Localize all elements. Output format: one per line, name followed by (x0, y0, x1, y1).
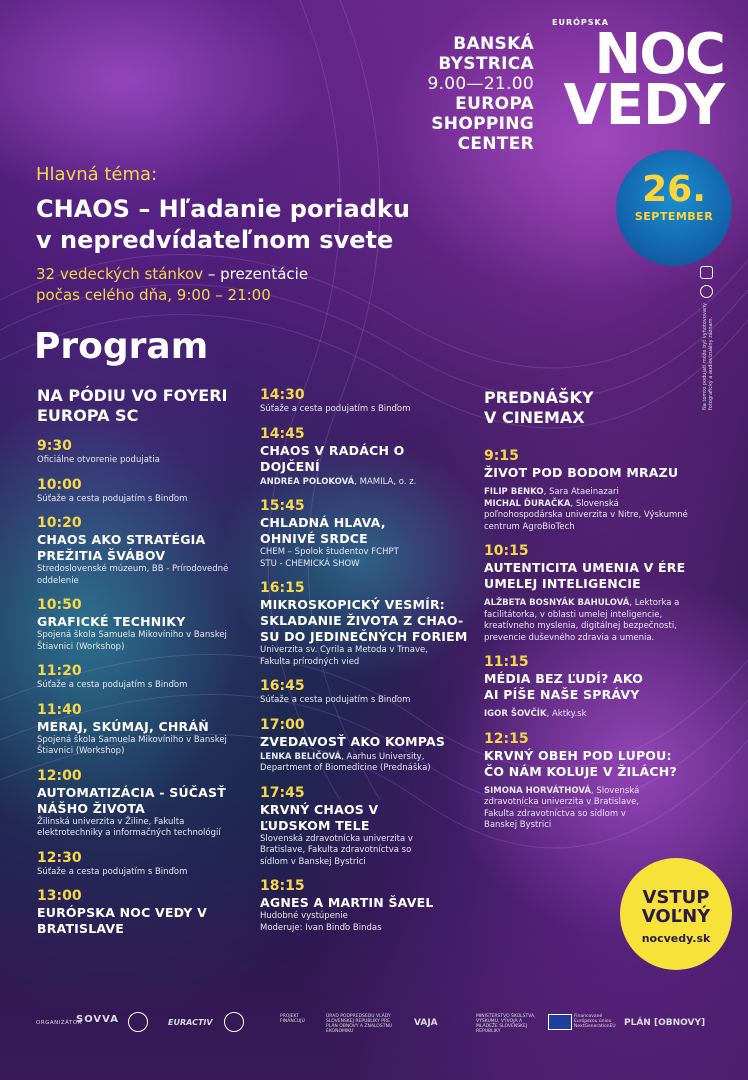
lecture-time: 10:15 (484, 543, 529, 559)
eu-flag-icon (548, 1014, 572, 1030)
camera-icon (700, 266, 713, 279)
program-title: MIKROSKOPICKÝ VESMÍR: SKLADANIE ŽIVOTA Z CHAO-SU DO JEDINEČNÝCH FORIEM (260, 597, 468, 644)
video-icon (700, 285, 713, 298)
project-label: PROJEKT FINANCUJÚ (280, 1014, 305, 1024)
program-time: 10:20 (37, 515, 82, 531)
program-desc: Stredoslovenské múzeum, BB - Prírodovedné oddelenie (37, 564, 229, 586)
speaker-name: SIMONA HORVÁTHOVÁ (484, 785, 591, 796)
stage-heading-line-2: EUROPA SC (37, 406, 139, 425)
program-title: EURÓPSKA NOC VEDY V BRATISLAVE (37, 905, 207, 936)
lecture-item (484, 654, 699, 721)
program-time: 9:30 (37, 438, 72, 454)
program-desc: Súťaže a cesta podujatím s Binďom (260, 695, 411, 705)
speaker-affiliation: , Aarhus University, Department of Biomedicine (Prednáška) (260, 751, 431, 773)
city-name: BANSKÁ BYSTRICA (438, 34, 534, 74)
venue-line-1: EUROPA (455, 94, 534, 114)
ministry-text: MINISTERSTVO ŠKOLSTVA, VÝSKUMU, VÝVOJA A MLÁDEŽE SLOVENSKEJ REPUBLIKY (476, 1014, 536, 1034)
program-time: 17:45 (260, 784, 305, 801)
speaker-name: ANDREA POLOKOVÁ (260, 476, 355, 487)
program-time: 18:15 (260, 878, 305, 894)
program-item (37, 597, 252, 653)
program-time: 12:30 (37, 849, 82, 866)
partner-badge-icon (128, 1012, 148, 1032)
program-desc: CHEM – Spolok študentov FCHPT STU - CHEMICKÁ SHOW (260, 547, 399, 569)
cinemax-lectures-column (484, 388, 699, 842)
speaker-affiliation: , MAMILA, o. z. (354, 476, 417, 487)
speaker-affiliation: , Aktky.sk (546, 709, 587, 719)
program-desc: Oficiálne otvorenie podujatia (37, 455, 160, 465)
program-item (37, 702, 252, 758)
speaker-name: MICHAL ĎURAČKA (484, 498, 571, 509)
sovva-logo: SOVVA (76, 1014, 119, 1025)
program-time: 13:00 (37, 888, 82, 904)
date-badge (616, 150, 732, 266)
stands-info (36, 264, 308, 306)
program-item (260, 717, 475, 775)
program-item (37, 515, 252, 587)
program-title: ZVEDAVOSŤ AKO KOMPAS (260, 733, 446, 749)
program-time: 11:40 (37, 701, 82, 718)
date-month: SEPTEMBER (634, 210, 714, 223)
program-item (260, 878, 475, 934)
venue-line-2: SHOPPING (431, 114, 534, 134)
theme-title (36, 194, 496, 256)
stands-rest: – prezentácie (203, 265, 309, 283)
program-time: 16:45 (260, 678, 305, 694)
cinemax-heading-line-1: PREDNÁŠKY (484, 388, 594, 407)
program-item (260, 498, 475, 570)
program-title: CHAOS AKO STRATÉGIA PREŽITIA ŠVÁBOV (37, 532, 206, 563)
program-desc: Hudobné vystúpenie (260, 911, 348, 921)
theme-title-line-1: CHAOS – Hľadanie poriadku (36, 195, 410, 223)
program-desc: Spojená škola Samuela Mikovíniho v Banskej Štiavnici (Workshop) (37, 734, 227, 756)
speaker-affiliation: , Lektorka a facilitátorka, v oblasti umelej inteligencie, kreatívneho myslenia, digitálnej bezpečnosti, prevencie duševného zdravia a umenia. (484, 598, 680, 643)
program-desc: Univerzita sv. Cyrila a Metoda v Trnave, Fakulta prírodných vied (260, 645, 428, 667)
theme-title-line-2: v nepredvídateľnom svete (36, 226, 394, 254)
euractiv-logo: EURACTIV (168, 1018, 213, 1027)
lecture-speaker (484, 709, 699, 721)
program-item (37, 663, 252, 692)
logo-vedy: VEDY (563, 73, 724, 138)
stands-highlight: 32 vedeckých stánkov (36, 265, 204, 283)
program-time: 10:50 (37, 597, 82, 613)
program-title: Program (34, 326, 209, 367)
recording-notice: Na tomto podujatí môže byť vyhotovovaný fotografický a audiovizuálny záznam. (702, 302, 714, 410)
lecture-time: 9:15 (484, 448, 519, 464)
lecture-item (484, 543, 699, 644)
stage-program-column (37, 386, 252, 947)
program-desc: Súťaže a cesta podujatím s Binďom (260, 404, 411, 414)
speaker-affiliation: , Slovenská zdravotnícka univerzita v Bratislave, Fakulta zdravotníctva so sídlom v Banskej Bystrici (484, 785, 640, 830)
program-desc: Žilinská univerzita v Žiline, Fakulta elektrotechniky a informačných technológií (37, 816, 221, 838)
lecture-speaker (484, 598, 684, 644)
stands-hours: počas celého dňa, 9:00 – 21:00 (36, 286, 271, 304)
program-desc: Súťaže a cesta podujatím s Binďom (37, 493, 188, 504)
free-entry-line-1: VSTUP (642, 887, 710, 908)
lecture-item (484, 448, 699, 533)
logo-noc: NOC (594, 22, 724, 87)
program-time: 16:15 (260, 580, 305, 596)
program-item (260, 785, 475, 869)
speaker-name: LENKA BELIČOVÁ (260, 751, 342, 762)
date-day: 26. (642, 169, 706, 210)
program-time: 14:45 (260, 425, 305, 442)
partners-footer (36, 1010, 716, 1038)
stage-heading (37, 386, 252, 426)
program-moderator: Moderuje: Ivan Binďo Bindas (260, 922, 382, 933)
program-item (260, 580, 475, 668)
free-entry-badge (620, 858, 732, 970)
program-speaker (260, 752, 475, 775)
eu-funding-text: Financované Európskou úniou NextGenerationEU (574, 1014, 616, 1029)
website-link[interactable]: nocvedy.sk (641, 932, 711, 945)
lecture-title: KRVNÝ OBEH POD LUPOU: ČO NÁM KOLUJE V ŽILÁCH? (484, 747, 677, 779)
location-block (424, 34, 534, 154)
lecture-title: ŽIVOT POD BODOM MRAZU (484, 465, 679, 480)
vaja-logo: VAJA (414, 1018, 438, 1028)
program-desc: Súťaže a cesta podujatím s Binďom (37, 866, 188, 877)
lecture-title: MÉDIA BEZ ĽUDÍ? AKO AI PÍŠE NAŠE SPRÁVY (484, 671, 644, 702)
lecture-speaker (484, 786, 654, 832)
program-time: 10:00 (37, 476, 82, 493)
program-item (260, 678, 475, 707)
program-item (37, 768, 252, 840)
program-time: 11:20 (37, 663, 82, 679)
lecture-speaker (484, 487, 699, 533)
noc-vedy-logo (548, 18, 724, 138)
program-item (37, 888, 252, 937)
program-desc: Spojená škola Samuela Mikovíniho v Banskej Štiavnici (Workshop) (37, 630, 227, 652)
program-title: KRVNÝ CHAOS V ĽUDSKOM TELE (260, 801, 379, 833)
program-item (260, 426, 475, 489)
event-hours: 9.00—21.00 (427, 74, 534, 94)
program-time: 12:00 (37, 767, 82, 784)
speaker-affiliation: , Sara Ataeinazari (543, 487, 619, 497)
media-icons (700, 266, 716, 304)
program-title: AGNES A MARTIN ŠAVEL (260, 895, 434, 910)
cinemax-heading-line-2: V CINEMAX (484, 408, 585, 427)
partner-seal-icon (224, 1012, 244, 1032)
lecture-time: 11:15 (484, 654, 529, 670)
plan-obnovy-logo: PLÁN [OBNOVY] (624, 1018, 706, 1028)
logo-eu-label: EURÓPSKA (552, 18, 609, 27)
program-desc: Slovenská zdravotnícka univerzita v Bratislave, Fakulta zdravotníctva so sídlom v Banskej Bystrici (260, 833, 413, 867)
program-title: AUTOMATIZÁCIA - SÚČASŤ NÁŠHO ŽIVOTA (37, 784, 226, 816)
program-item (37, 850, 252, 879)
program-title: CHLADNÁ HLAVA, OHNIVÉ SRDCE (260, 515, 386, 546)
speaker-name: FILIP BENKO (484, 487, 544, 497)
program-speaker (260, 477, 475, 489)
free-entry-line-2: VOĽNÝ (641, 906, 711, 927)
speaker-affiliation: , Slovenská poľnohospodárska univerzita v Nitre, Výskumné centrum AgroBioTech (484, 498, 688, 532)
speaker-name: IGOR ŠOVČÍK (484, 709, 547, 719)
gov-office-text: ÚRAD PODPREDSEDU VLÁDY SLOVENSKEJ REPUBLIKY PRE PLÁN OBNOVY A ZNALOSTNÚ EKONOMIKU (326, 1014, 393, 1034)
program-title: GRAFICKÉ TECHNIKY (37, 614, 186, 629)
stage-heading-line-1: NA PÓDIU VO FOYERI (37, 386, 228, 405)
program-title: MERAJ, SKÚMAJ, CHRÁŇ (37, 718, 209, 734)
stage-program-column-2 (260, 387, 475, 944)
lecture-time: 12:15 (484, 730, 529, 747)
lecture-title: AUTENTICITA UMENIA V ÉRE UMELEJ INTELIGENCIE (484, 560, 686, 591)
program-item (37, 438, 252, 467)
program-time: 14:30 (260, 387, 305, 403)
speaker-name: ALŽBETA BOSNYÁK BAHULOVÁ (484, 598, 630, 608)
program-title: CHAOS V RADÁCH O DOJČENÍ (260, 442, 405, 474)
program-item (37, 477, 252, 506)
lecture-item (484, 731, 699, 832)
program-desc: Súťaže a cesta podujatím s Binďom (37, 680, 188, 690)
program-time: 15:45 (260, 498, 305, 514)
theme-label: Hlavná téma: (36, 164, 158, 185)
cinemax-heading (484, 388, 699, 428)
program-time: 17:00 (260, 716, 305, 733)
organizer-label: ORGANIZÁTOR (36, 1020, 83, 1026)
venue-line-3: CENTER (457, 134, 534, 154)
program-item (260, 387, 475, 416)
